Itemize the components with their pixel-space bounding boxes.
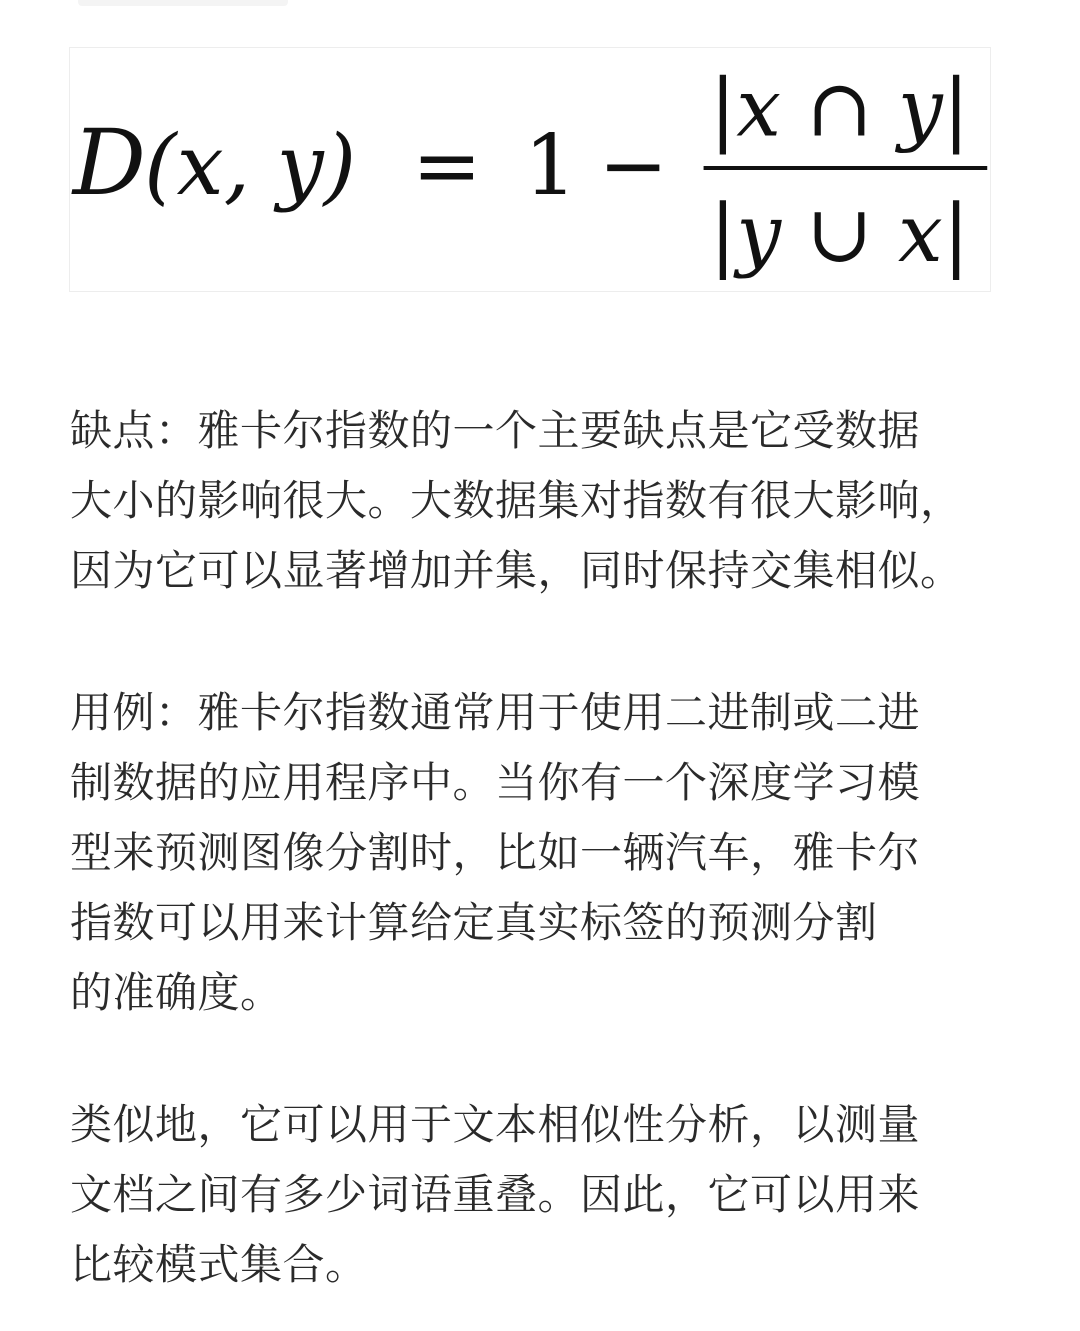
- cropped-top-fragment: [78, 0, 288, 6]
- formula-graphic: [70, 48, 990, 291]
- paragraph-line: 型来预测图像分割时，比如一辆汽车，雅卡尔: [70, 828, 921, 877]
- formula-equals: =: [411, 116, 482, 214]
- paragraph-line: 的准确度。: [70, 968, 283, 1017]
- paragraph-line: 文档之间有多少词语重叠。因此，它可以用来: [70, 1170, 921, 1219]
- formula-minus: −: [598, 116, 669, 214]
- jaccard-distance-formula: [69, 47, 991, 292]
- paragraph-text-similarity: [70, 1090, 920, 1300]
- paragraph-line: 用例：雅卡尔指数通常用于使用二进制或二进: [70, 688, 921, 737]
- formula-lhs-letter: D: [72, 108, 146, 216]
- formula-denominator: |y ∪ x|: [709, 187, 970, 281]
- paragraph-disadvantage: [70, 396, 963, 606]
- paragraph-line: 大小的影响很大。大数据集对指数有很大影响，: [70, 476, 963, 525]
- paragraph-line: 制数据的应用程序中。当你有一个深度学习模: [70, 758, 921, 807]
- formula-one: 1: [524, 116, 578, 214]
- paragraph-line: 类似地，它可以用于文本相似性分析，以测量: [70, 1100, 921, 1149]
- paragraph-line: 缺点：雅卡尔指数的一个主要缺点是它受数据: [70, 406, 921, 455]
- formula-lhs-args: (x, y): [144, 116, 357, 214]
- formula-numerator: |x ∩ y|: [709, 61, 970, 155]
- paragraph-line: 比较模式集合。: [70, 1240, 368, 1289]
- paragraph-use-case: [70, 678, 920, 1028]
- paragraph-line: 指数可以用来计算给定真实标签的预测分割: [70, 898, 878, 947]
- paragraph-line: 因为它可以显著增加并集，同时保持交集相似。: [70, 546, 963, 595]
